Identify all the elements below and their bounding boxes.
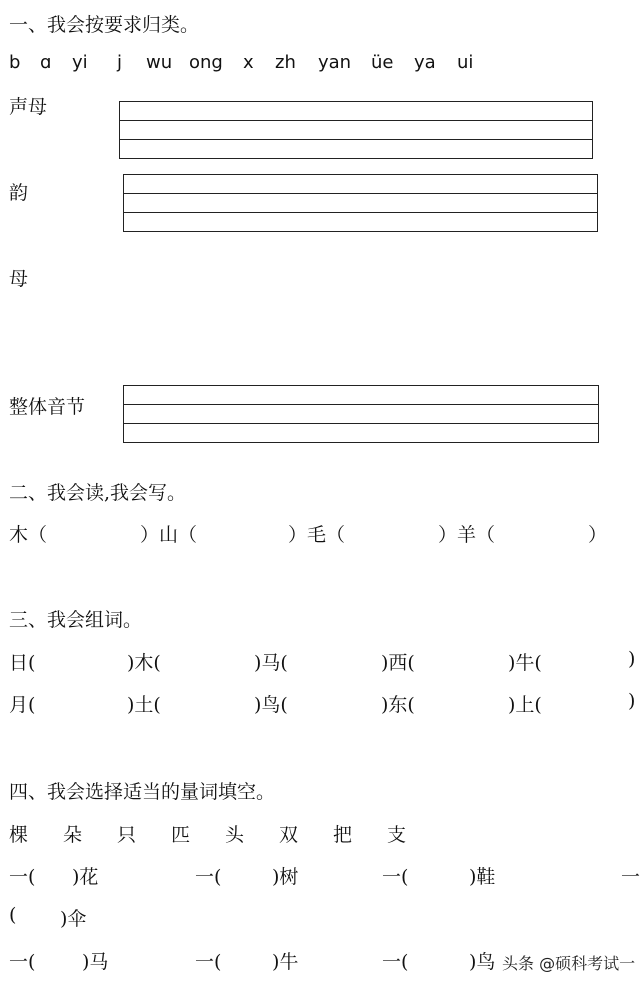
- word-row2-0: 月(: [9, 694, 36, 716]
- answer-box-yunmu[interactable]: [123, 174, 598, 232]
- pinyin-3: j: [117, 52, 123, 73]
- write-item-2: ）毛（: [288, 524, 346, 546]
- pinyin-1: ɑ: [40, 52, 52, 73]
- pinyin-4: wu: [146, 52, 173, 73]
- pinyin-10: ya: [414, 52, 436, 73]
- pinyin-9: üe: [371, 52, 394, 73]
- write-item-0: 木（: [9, 524, 48, 546]
- fill-row2-1: )伞: [60, 908, 87, 930]
- measure-word-4: 头: [225, 824, 245, 846]
- word-row1-0: 日(: [9, 652, 36, 674]
- word-row2-3: )东(: [381, 694, 415, 716]
- fill-row1-1: )花: [72, 866, 99, 888]
- fill-row1-3: )树: [272, 866, 299, 888]
- word-row1-2: )马(: [254, 652, 288, 674]
- measure-word-2: 只: [117, 824, 137, 846]
- fill-row3-1: )马: [82, 951, 109, 973]
- fill-row3-2: 一(: [195, 951, 222, 973]
- fill-row3-3: )牛: [272, 951, 299, 973]
- pinyin-11: ui: [457, 52, 474, 73]
- pinyin-0: b: [9, 52, 21, 73]
- measure-word-5: 双: [279, 824, 299, 846]
- label-shengmu: 声母: [9, 96, 48, 118]
- section4-title: 四、我会选择适当的量词填空。: [9, 781, 276, 803]
- watermark: 头条 @硕科考试一: [502, 954, 636, 973]
- fill-row3-4: 一(: [382, 951, 409, 973]
- fill-row1-6: 一: [621, 866, 640, 888]
- section1-title: 一、我会按要求归类。: [9, 14, 200, 36]
- fill-row1-5: )鞋: [469, 866, 496, 888]
- pinyin-2: yi: [72, 52, 88, 73]
- word-row1-4: )牛(: [508, 652, 542, 674]
- label-zhengti: 整体音节: [9, 396, 86, 418]
- pinyin-5: ong: [189, 52, 223, 73]
- write-item-4: ）: [588, 524, 608, 546]
- label-yun: 韵: [9, 182, 29, 204]
- word-row2-4: )上(: [508, 694, 542, 716]
- fill-row1-0: 一(: [9, 866, 36, 888]
- word-row1-1: )木(: [127, 652, 161, 674]
- measure-word-7: 支: [387, 824, 407, 846]
- measure-word-0: 棵: [9, 824, 29, 846]
- fill-row1-4: 一(: [382, 866, 409, 888]
- word-row2-2: )鸟(: [254, 694, 288, 716]
- pinyin-6: x: [243, 52, 254, 73]
- measure-word-1: 朵: [63, 824, 83, 846]
- measure-word-3: 匹: [171, 824, 191, 846]
- section2-title: 二、我会读,我会写。: [9, 482, 187, 504]
- fill-row2-0: (: [9, 904, 17, 926]
- section3-title: 三、我会组词。: [9, 609, 143, 631]
- word-row2-1: )土(: [127, 694, 161, 716]
- answer-box-zhengti[interactable]: [123, 385, 599, 443]
- fill-row3-0: 一(: [9, 951, 36, 973]
- pinyin-7: zh: [275, 52, 296, 73]
- word-row1-3: )西(: [381, 652, 415, 674]
- fill-row3-5: )鸟: [469, 951, 496, 973]
- write-item-1: ）山（: [140, 524, 198, 546]
- measure-word-6: 把: [333, 824, 353, 846]
- fill-row1-2: 一(: [195, 866, 222, 888]
- word-row2-5: ): [628, 690, 636, 712]
- word-row1-5: ): [628, 648, 636, 670]
- answer-box-shengmu[interactable]: [119, 101, 593, 159]
- pinyin-8: yan: [318, 52, 352, 73]
- write-item-3: ）羊（: [438, 524, 496, 546]
- label-mu: 母: [9, 268, 29, 290]
